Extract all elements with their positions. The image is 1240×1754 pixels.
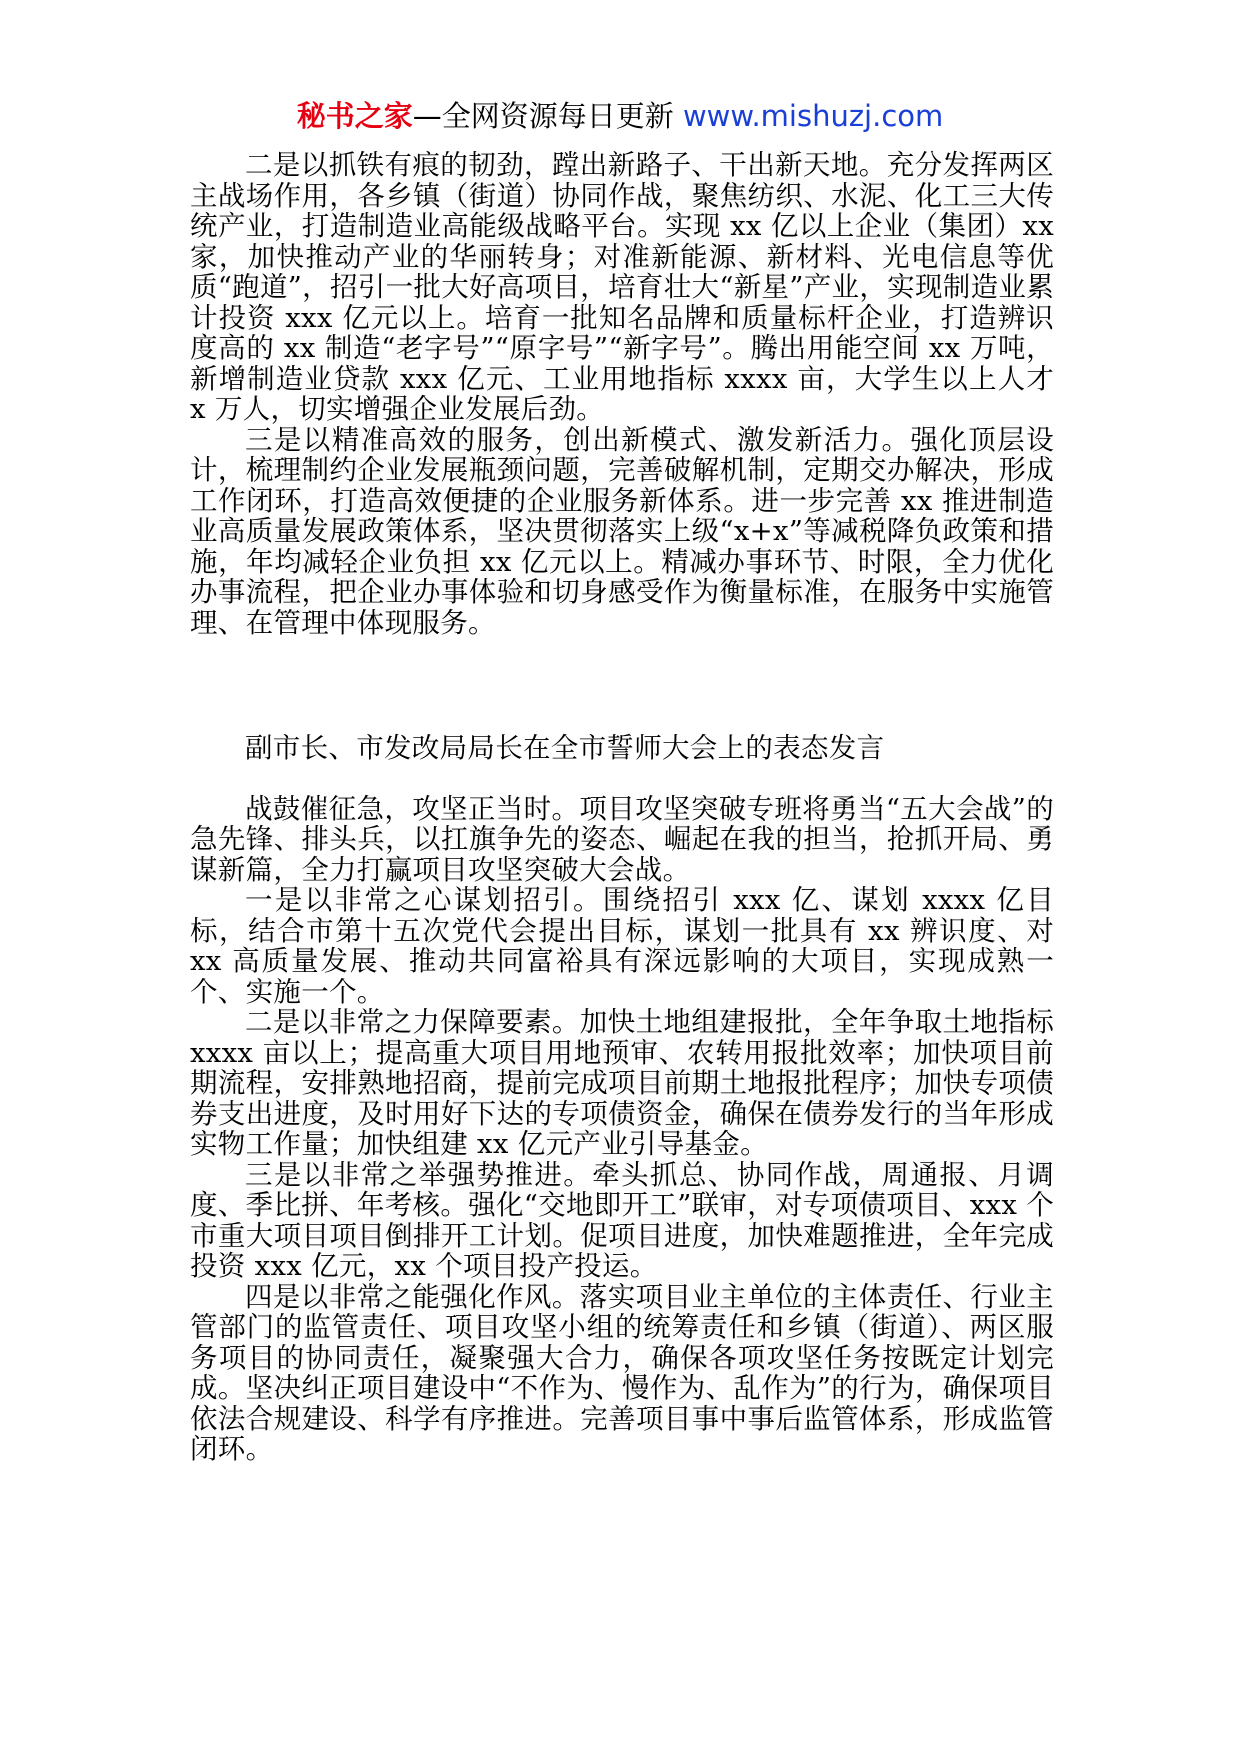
page-header xyxy=(0,98,1240,134)
paragraph: 四是以非常之能强化作风。落实项目业主单位的主体责任、行业主管部门的监管责任、项目攻坚小组的统筹责任和乡镇（街道）、两区服务项目的协同责任，凝聚强大合力，确保各项攻坚任务按既定计划完成。坚决纠正项目建设中“不作为、慢作为、乱作为”的行为，确保项目依法合规建设、科学有序推进。完善项目事中事后监管体系，形成监管闭环。 xyxy=(190,1280,1054,1465)
paragraph: 三是以非常之举强势推进。牵头抓总、协同作战，周通报、月调度、季比拼、年考核。强化“交地即开工”联审，对专项债项目、xxx 个市重大项目项目倒排开工计划。促项目进度，加快难题推进，全年完成投资 xxx 亿元，xx 个项目投产投运。 xyxy=(190,1158,1054,1282)
paragraph: 三是以精准高效的服务，创出新模式、激发新活力。强化顶层设计，梳理制约企业发展瓶颈问题，完善破解机制，定期交办解决，形成工作闭环，打造高效便捷的企业服务新体系。进一步完善 xx 推进制造业高质量发展政策体系，坚决贯彻落实上级“x+x”等减税降负政策和措施，年均减轻企业负担 xx 亿元以上。精减办事环节、时限，全力优化办事流程，把企业办事体验和切身感受作为衡量标准，在服务中实施管理、在管理中体现服务。 xyxy=(190,423,1054,639)
paragraph: 一是以非常之心谋划招引。围绕招引 xxx 亿、谋划 xxxx 亿目标，结合市第十五次党代会提出目标，谋划一批具有 xx 辨识度、对 xx 高质量发展、推动共同富裕具有深远影响的大项目，实现成熟一个、实施一个。 xyxy=(190,884,1054,1008)
header-url-link[interactable]: www.mishuzj.com xyxy=(682,99,944,133)
paragraph: 二是以非常之力保障要素。加快土地组建报批，全年争取土地指标 xxxx 亩以上；提高重大项目用地预审、农转用报批效率；加快项目前期流程，安排熟地招商，提前完成项目前期土地报批程序；加快专项债券支出进度，及时用好下达的专项债资金，确保在债券发行的当年形成实物工作量；加快组建 xx 亿元产业引导基金。 xyxy=(190,1006,1054,1160)
document-body xyxy=(190,150,1054,1465)
paragraph: 战鼓催征急，攻坚正当时。项目攻坚突破专班将勇当“五大会战”的急先锋、排头兵，以扛旗争先的姿态、崛起在我的担当，抢抓开局、勇谋新篇，全力打赢项目攻坚突破大会战。 xyxy=(190,792,1054,886)
section-spacer xyxy=(190,638,1054,733)
speech-title: 副市长、市发改局局长在全市誓师大会上的表态发言 xyxy=(245,732,885,764)
header-brand: 秘书之家 xyxy=(296,99,413,133)
paragraph: 二是以抓铁有痕的韧劲，蹚出新路子、干出新天地。充分发挥两区主战场作用，各乡镇（街道）协同作战，聚焦纺织、水泥、化工三大传统产业，打造制造业高能级战略平台。实现 xx 亿以上企业（集团）xx 家，加快推动产业的华丽转身；对准新能源、新材料、光电信息等优质“跑道”，招引一批大好高项目，培育壮大“新星”产业，实现制造业累计投资 xxx 亿元以上。培育一批知名品牌和质量标杆企业，打造辨识度高的 xx 制造“老字号”“原字号”“新字号”。腾出用能空间 xx 万吨，新增制造业贷款 xxx 亿元、工业用地指标 xxxx 亩，大学生以上人才 x 万人，切实增强企业发展后劲。 xyxy=(190,149,1054,425)
header-slogan: —全网资源每日更新 xyxy=(412,99,674,133)
